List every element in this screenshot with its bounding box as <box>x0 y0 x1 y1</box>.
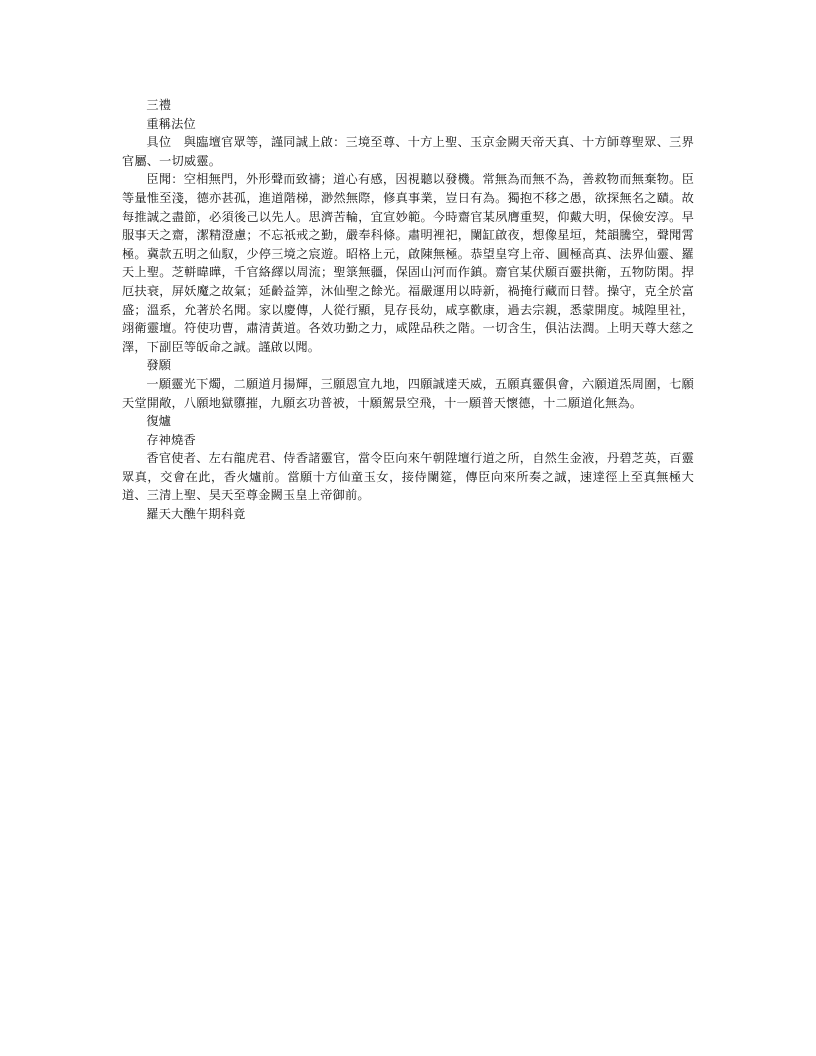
invocation-paragraph: 具位 與臨壇官眾等，謹同誠上啟：三境至尊、十方上聖、玉京金闕天帝天真、十方師尊聖眾、三界官屬、一切威靈。 <box>122 135 694 168</box>
vows-paragraph: 一願靈光下燭，二願道月揚輝，三願恩宣九地，四願誠達天威，五願真靈俱會，六願道炁周圍，七願天堂開敞，八願地獄隳摧，九願玄功普被，十願駕景空飛，十一願普天懷德，十二願道化無為。 <box>122 376 694 410</box>
incense-paragraph: 香官使者、左右龍虎君、侍香諸靈官，當令臣向來午朝陞壇行道之所，自然生金液，丹碧芝英，百靈眾真，交會在此，香火爐前。當願十方仙童玉女，接侍闌筵，傳臣向來所奏之誠，速達徑上至真無極大道、三清上聖、昊天至尊金闕玉皇上帝御前。 <box>122 451 694 503</box>
closing-line: 羅天大醮午期科竟 <box>146 507 246 522</box>
section-heading-fa-yuan: 發願 <box>146 358 172 373</box>
subheading-cun-shen-shao-xiang: 存神燒香 <box>146 432 196 447</box>
document-page <box>122 96 694 524</box>
subheading-chong-cheng-fa-wei: 重稱法位 <box>146 116 196 131</box>
section-heading-fu-lu: 復爐 <box>146 414 172 429</box>
section-heading-san-li: 三禮 <box>146 98 172 112</box>
memorial-paragraph: 臣聞：空相無門，外形聲而致禱；道心有感，因視聽以發機。常無為而無不為，善救物而無棄物。臣等量惟至淺，德亦甚孤，進道階梯，渺然無際，修真事業，豈日有為。獨抱不移之愚，欲探無名之賾。故每推誠之盡節，必須後己以先人。思濟苦輪，宜宣妙範。今時齋官某夙膺重契，仰戴大明，保儉安淳。早服事天之齋，潔精澄慮；不忘祇戒之勤，嚴奉科條。肅明裡祀，闌缸啟夜，想像星垣，梵韻騰空，聲聞霄極。冀款五明之仙馭，少停三境之宸遊。昭格上元，啟陳無極。恭望皇穹上帝、圓極高真、法界仙靈、羅天上聖。芝軿暐曄，千官絡繹以周流；聖箓無疆，保固山河而作鎮。齋官某伏願百靈拱衛，五物防閑。捍厄扶衰，屏妖魔之故氣；延齡益筭，沐仙聖之餘光。福嚴運用以時新，禍掩行藏而日替。操守，克全於富盛；溫系，允著於名聞。家以慶傳，人從行顯，見存長幼，咸享歡康，過去宗親，悉蒙開度。城隍里社，翊衛靈壇。符使功曹，肅清黃道。各效功勤之力，咸陞品秩之階。一切含生，俱沾法潤。上明天尊大慈之澤，下副臣等皈命之誠。謹啟以聞。 <box>122 172 694 354</box>
